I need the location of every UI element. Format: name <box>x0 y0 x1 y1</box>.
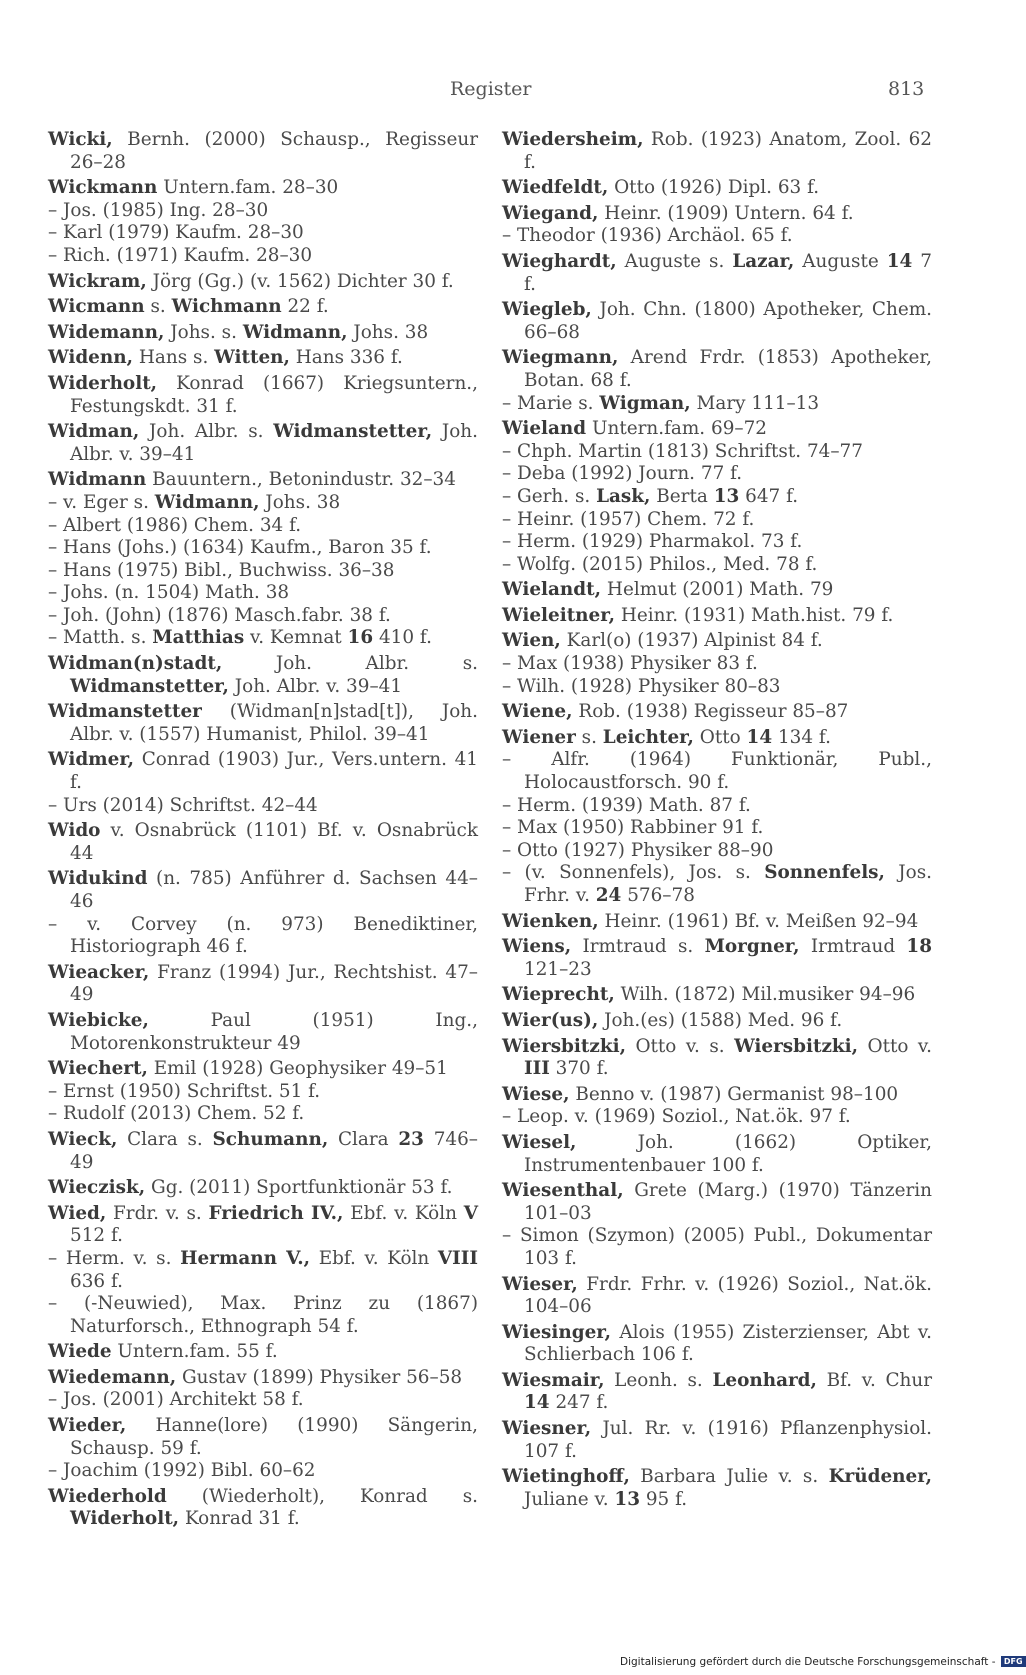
entry-volume: 14 <box>746 726 773 748</box>
entry-volume: III <box>524 1058 550 1080</box>
entry-text: Johs. 38 <box>347 321 429 343</box>
entry-headword: Wiesinger, <box>502 1321 612 1343</box>
right-index-column <box>502 126 932 1511</box>
entry-headword: Wieghardt, <box>502 250 617 272</box>
entry-headword: Widerholt, <box>48 372 158 394</box>
index-entry <box>48 421 478 466</box>
index-entry <box>48 245 478 268</box>
entry-headword: Widemann, <box>48 321 165 343</box>
entry-volume: V <box>463 1202 478 1224</box>
index-entry <box>48 1248 478 1293</box>
index-entry <box>502 486 932 509</box>
entry-text: 22 f. <box>281 296 329 318</box>
entry-headword: Wiersbitzki, <box>502 1035 626 1057</box>
entry-crossref: Schumann, <box>212 1128 329 1150</box>
index-entry <box>48 492 478 515</box>
entry-text: s. <box>575 726 603 748</box>
entry-text: – v. Eger s. <box>48 491 155 513</box>
index-entry <box>502 554 932 577</box>
entry-text: Joh. Chn. (1800) Apotheker, Chem. 66–68 <box>524 299 932 343</box>
index-entry <box>48 469 478 492</box>
entry-text: Rob. (1938) Regisseur 85–87 <box>572 701 849 723</box>
index-entry <box>502 1010 932 1033</box>
index-entry <box>502 1466 932 1511</box>
entry-text: – Albert (1986) Chem. 34 f. <box>48 514 302 536</box>
entry-crossref: Krüdener, <box>828 1466 932 1488</box>
index-entry <box>48 1103 478 1126</box>
entry-crossref: Widmann, <box>154 491 260 513</box>
entry-text: Mary 111–13 <box>690 392 820 414</box>
entry-text: Benno v. (1987) Germanist 98–100 <box>569 1083 899 1105</box>
entry-text: 370 f. <box>549 1058 609 1080</box>
entry-crossref: Friedrich IV., <box>208 1202 344 1224</box>
entry-headword: Wicmann <box>48 296 145 318</box>
index-entry <box>502 1225 932 1270</box>
running-header <box>0 78 1000 108</box>
entry-text: v. Kemnat <box>244 627 348 649</box>
index-entry <box>502 347 932 392</box>
entry-text: 247 f. <box>549 1392 609 1414</box>
entry-text: – Jos. (2001) Architekt 58 f. <box>48 1389 304 1411</box>
entry-text: Emil (1928) Geophysiker 49–51 <box>147 1058 448 1080</box>
entry-text: Jos. Frhr. v. <box>524 862 932 906</box>
index-entry <box>48 271 478 294</box>
entry-text: Hanne(lore) (1990) Sängerin, Schausp. 59 f. <box>70 1415 478 1459</box>
entry-headword: Wiener <box>502 726 576 748</box>
entry-text: Heinr. (1961) Bf. v. Meißen 92–94 <box>598 910 919 932</box>
entry-text: – Joachim (1992) Bibl. 60–62 <box>48 1460 316 1482</box>
entry-volume: 18 <box>906 936 932 958</box>
entry-headword: Wier(us), <box>502 1009 599 1031</box>
entry-text: Juliane v. <box>524 1488 615 1510</box>
entry-text: 636 f. <box>70 1270 123 1292</box>
entry-text: Clara <box>328 1128 399 1150</box>
entry-text: Untern.fam. 28–30 <box>157 177 339 199</box>
entry-headword: Wiedfeldt, <box>502 177 609 199</box>
entry-volume: 13 <box>614 1488 641 1510</box>
index-entry <box>502 418 932 441</box>
index-entry <box>502 509 932 532</box>
index-entry <box>502 225 932 248</box>
entry-text: Berta <box>650 485 714 507</box>
entry-text: – Hans (Johs.) (1634) Kaufm., Baron 35 f. <box>48 537 432 559</box>
entry-text: Karl(o) (1937) Alpinist 84 f. <box>560 630 823 652</box>
entry-headword: Wietinghoff, <box>502 1466 630 1488</box>
entry-text: – Joh. (John) (1876) Masch.fabr. 38 f. <box>48 604 391 626</box>
entry-text: Frdr. v. s. <box>106 1202 209 1224</box>
entry-text: – Johs. (n. 1504) Math. 38 <box>48 582 290 604</box>
entry-text: Hans 336 f. <box>289 347 403 369</box>
index-entry <box>48 962 478 1007</box>
entry-headword: Wickram, <box>48 270 147 292</box>
entry-text: Otto v. <box>858 1035 932 1057</box>
entry-text: – Rudolf (2013) Chem. 52 f. <box>48 1103 305 1125</box>
index-entry <box>502 1418 932 1463</box>
entry-headword: Widmanstetter <box>48 701 202 723</box>
entry-text: – Herm. (1939) Math. 87 f. <box>502 794 751 816</box>
index-entry <box>48 322 478 345</box>
entry-text: Joh. Albr. v. 39–41 <box>70 421 479 465</box>
entry-crossref: Widerholt, <box>70 1508 180 1530</box>
index-entry <box>502 129 932 174</box>
index-entry <box>502 653 932 676</box>
entry-headword: Wiesmair, <box>502 1369 605 1391</box>
index-entry <box>502 701 932 724</box>
index-entry <box>48 537 478 560</box>
index-entry <box>48 1341 478 1364</box>
entry-text: – Theodor (1936) Archäol. 65 f. <box>502 225 793 247</box>
entry-text: – Alfr. (1964) Funktionär, Publ., Holocaustforsch. 90 f. <box>502 749 932 794</box>
left-index-column <box>48 126 478 1531</box>
entry-volume: 14 <box>524 1392 550 1414</box>
entry-text: – Wolfg. (2015) Philos., Med. 78 f. <box>502 553 818 575</box>
entry-headword: Wickmann <box>48 177 158 199</box>
entry-text: Wilh. (1872) Mil.musiker 94–96 <box>614 984 916 1006</box>
entry-headword: Wiese, <box>502 1083 570 1105</box>
entry-text: Ebf. v. Köln <box>310 1247 438 1269</box>
footer-text: Digitalisierung gefördert durch die Deutsche Forschungsgemeinschaft - <box>620 1656 996 1668</box>
index-entry <box>48 129 478 174</box>
entry-text: v. Osnabrück (1101) Bf. v. Osnabrück 44 <box>70 820 478 864</box>
index-entry <box>48 177 478 200</box>
index-entry <box>48 627 478 650</box>
entry-text: Ebf. v. Köln <box>343 1202 464 1224</box>
index-entry <box>48 653 478 698</box>
entry-text: Franz (1994) Jur., Rechtshist. 47–49 <box>70 961 478 1006</box>
index-entry <box>502 984 932 1007</box>
entry-crossref: Hermann V., <box>180 1247 311 1269</box>
entry-headword: Wied, <box>48 1202 107 1224</box>
entry-text: – Matth. s. <box>48 627 153 649</box>
entry-text: 576–78 <box>621 885 695 906</box>
entry-text: – Chph. Martin (1813) Schriftst. 74–77 <box>502 440 863 462</box>
index-entry <box>502 605 932 628</box>
entry-text: Bauuntern., Betonindustr. 32–34 <box>146 469 456 491</box>
entry-headword: Widman, <box>48 421 140 443</box>
index-entry <box>502 1322 932 1367</box>
digitization-footer <box>620 1656 1026 1668</box>
entry-text: – Rich. (1971) Kaufm. 28–30 <box>48 244 313 266</box>
index-entry <box>502 727 932 750</box>
entry-crossref: Matthias <box>152 627 245 649</box>
entry-headword: Wiederhold <box>48 1485 167 1507</box>
entry-headword: Wieck, <box>48 1128 118 1150</box>
entry-text: – Simon (Szymon) (2005) Publ., Dokumentar 103 f. <box>502 1225 932 1269</box>
index-entry <box>502 1370 932 1415</box>
entry-crossref: Wiersbitzki, <box>734 1035 859 1057</box>
index-entry <box>48 1203 478 1248</box>
index-entry <box>48 1367 478 1390</box>
index-entry <box>502 531 932 554</box>
index-entry <box>48 515 478 538</box>
entry-text: – Heinr. (1957) Chem. 72 f. <box>502 508 755 530</box>
index-entry <box>48 373 478 418</box>
index-entry <box>502 393 932 416</box>
entry-crossref: Sonnenfels, <box>764 862 885 884</box>
entry-text: Jul. Rr. v. (1916) Pflanzenphysiol. 107 f. <box>524 1418 932 1462</box>
entry-headword: Widukind <box>48 868 148 890</box>
entry-headword: Wiedemann, <box>48 1366 177 1388</box>
entry-headword: Wienken, <box>502 910 599 932</box>
entry-text: 647 f. <box>739 485 799 507</box>
entry-volume: 13 <box>713 485 740 507</box>
entry-volume: 16 <box>347 627 374 649</box>
index-entry <box>48 868 478 913</box>
entry-text: 134 f. <box>772 726 831 748</box>
entry-text: 7 f. <box>524 250 932 295</box>
entry-text: (Widman[n]stad[t]), Joh. Albr. v. (1557) Humanist, Philol. 39–41 <box>70 701 478 745</box>
entry-text: 95 f. <box>640 1488 688 1510</box>
index-entry <box>48 347 478 370</box>
entry-text: 512 f. <box>70 1225 123 1247</box>
entry-volume: 23 <box>398 1128 424 1150</box>
index-entry <box>502 1274 932 1319</box>
entry-crossref: Widmann, <box>242 321 348 343</box>
entry-volume: 14 <box>886 250 913 272</box>
index-entry <box>502 1180 932 1225</box>
index-entry <box>48 200 478 223</box>
entry-headword: Wien, <box>502 630 561 652</box>
entry-text: Auguste <box>794 250 887 272</box>
entry-text: – Wilh. (1928) Physiker 80–83 <box>502 675 781 697</box>
index-entry <box>48 1058 478 1081</box>
index-entry <box>502 441 932 464</box>
entry-text: Joh. Albr. s. <box>222 653 478 675</box>
index-entry <box>502 1132 932 1177</box>
entry-crossref: Leonhard, <box>712 1369 817 1391</box>
entry-headword: Wido <box>48 820 101 842</box>
index-entry <box>48 1389 478 1412</box>
index-entry <box>502 299 932 344</box>
entry-text: Johs. 38 <box>259 491 341 513</box>
entry-text: (n. 785) Anführer d. Sachsen 44–46 <box>70 868 478 912</box>
entry-headword: Widmer, <box>48 749 135 771</box>
entry-text: 121–23 <box>524 958 592 980</box>
entry-text: Paul (1951) Ing., Motorenkonstrukteur 49 <box>70 1009 478 1054</box>
entry-headword: Wiesel, <box>502 1131 577 1153</box>
index-entry <box>502 862 932 907</box>
entry-headword: Widmann <box>48 469 147 491</box>
entry-text: – Jos. (1985) Ing. 28–30 <box>48 199 269 221</box>
index-entry <box>48 1010 478 1055</box>
index-entry <box>502 911 932 934</box>
entry-text: – Herm. v. s. <box>48 1247 181 1269</box>
entry-text: – v. Corvey (n. 973) Benediktiner, Historiograph 46 f. <box>48 913 478 958</box>
entry-text: – (-Neuwied), Max. Prinz zu (1867) Naturforsch., Ethnograph 54 f. <box>48 1293 478 1337</box>
entry-crossref: Lask, <box>596 485 651 507</box>
index-entry <box>502 795 932 818</box>
entry-text: – Ernst (1950) Schriftst. 51 f. <box>48 1080 321 1102</box>
entry-text: – Leop. v. (1969) Soziol., Nat.ök. 97 f. <box>502 1106 851 1128</box>
entry-text: Johs. s. <box>164 321 243 343</box>
entry-text: Heinr. (1931) Math.hist. 79 f. <box>615 604 894 626</box>
entry-text: (Wiederholt), Konrad s. <box>166 1485 478 1507</box>
entry-crossref: Witten, <box>214 347 290 369</box>
entry-text: Irmtraud <box>799 936 907 958</box>
entry-text: Leonh. s. <box>604 1369 713 1391</box>
index-entry <box>48 222 478 245</box>
index-entry <box>48 605 478 628</box>
entry-crossref: Widmanstetter, <box>70 675 229 697</box>
index-entry <box>48 1177 478 1200</box>
entry-headword: Wiesenthal, <box>502 1180 624 1202</box>
entry-crossref: Leichter, <box>602 726 694 748</box>
entry-headword: Widenn, <box>48 347 134 369</box>
entry-text: – Deba (1992) Journ. 77 f. <box>502 463 743 485</box>
entry-headword: Wieczisk, <box>48 1177 146 1199</box>
entry-headword: Wiesner, <box>502 1418 592 1440</box>
index-entry <box>502 676 932 699</box>
index-entry <box>502 177 932 200</box>
index-entry <box>502 817 932 840</box>
entry-headword: Wiede <box>48 1341 112 1363</box>
entry-headword: Wicki, <box>48 129 113 150</box>
entry-text: s. <box>144 296 172 318</box>
entry-crossref: Wigman, <box>599 392 691 414</box>
entry-text: Bernh. (2000) Schausp., Regisseur 26–28 <box>70 129 478 173</box>
entry-crossref: Wichmann <box>171 296 282 318</box>
index-entry <box>48 1293 478 1338</box>
entry-headword: Wieser, <box>502 1273 578 1295</box>
entry-headword: Wiebicke, <box>48 1009 149 1031</box>
entry-text: Konrad (1667) Kriegsuntern., Festungskdt. 31 f. <box>70 372 478 417</box>
entry-headword: Wielandt, <box>502 579 602 601</box>
entry-text: Irmtraud s. <box>571 936 705 958</box>
entry-crossref: Morgner, <box>704 936 800 958</box>
index-entry <box>48 820 478 865</box>
index-entry <box>502 936 932 981</box>
entry-text: Hans s. <box>133 347 215 369</box>
entry-text: Konrad 31 f. <box>179 1508 300 1530</box>
entry-headword: Wiene, <box>502 701 573 723</box>
entry-headword: Wiedersheim, <box>502 129 644 150</box>
entry-text: Rob. (1923) Anatom, Zool. 62 f. <box>524 129 932 173</box>
entry-text: – Hans (1975) Bibl., Buchwiss. 36–38 <box>48 559 395 581</box>
index-entry <box>48 296 478 319</box>
entry-crossref: Lazar, <box>732 250 795 272</box>
entry-volume: 24 <box>595 885 622 906</box>
entry-text: Gustav (1899) Physiker 56–58 <box>176 1366 463 1388</box>
entry-text: – Otto (1927) Physiker 88–90 <box>502 839 774 861</box>
entry-text: – Urs (2014) Schriftst. 42–44 <box>48 794 318 816</box>
index-entry <box>502 1106 932 1129</box>
index-entry <box>502 1084 932 1107</box>
entry-text: Grete (Marg.) (1970) Tänzerin 101–03 <box>524 1180 932 1224</box>
entry-headword: Wiegmann, <box>502 347 619 369</box>
entry-text: Conrad (1903) Jur., Vers.untern. 41 f. <box>70 749 478 794</box>
entry-text: Otto (1926) Dipl. 63 f. <box>608 177 820 199</box>
entry-text: – Max (1938) Physiker 83 f. <box>502 653 758 675</box>
entry-headword: Wiechert, <box>48 1058 148 1080</box>
entry-crossref: Widmanstetter, <box>273 421 433 443</box>
entry-text: Untern.fam. 69–72 <box>586 418 768 440</box>
entry-headword: Wieacker, <box>48 961 150 983</box>
entry-text: – Herm. (1929) Pharmakol. 73 f. <box>502 531 803 553</box>
index-entry <box>502 840 932 863</box>
index-entry <box>48 1486 478 1531</box>
index-entry <box>502 1036 932 1081</box>
dfg-logo: DFG <box>1001 1656 1026 1667</box>
index-entry <box>502 749 932 794</box>
page-number: 813 <box>888 78 925 100</box>
entry-text: Bf. v. Chur <box>816 1369 933 1391</box>
entry-text: – Max (1950) Rabbiner 91 f. <box>502 817 764 839</box>
entry-text: Otto <box>693 726 747 748</box>
entry-text: Heinr. (1909) Untern. 64 f. <box>598 202 854 224</box>
entry-text: – Karl (1979) Kaufm. 28–30 <box>48 222 304 244</box>
entry-headword: Wieland <box>502 418 587 440</box>
index-entry <box>48 582 478 605</box>
entry-headword: Wiegand, <box>502 202 599 224</box>
entry-text: – Marie s. <box>502 392 600 414</box>
entry-text: Joh. Albr. v. 39–41 <box>228 675 403 697</box>
entry-text: Otto v. s. <box>625 1035 735 1057</box>
index-entry <box>48 1081 478 1104</box>
entry-text: Clara s. <box>117 1128 213 1150</box>
index-entry <box>48 795 478 818</box>
index-entry <box>48 1415 478 1460</box>
entry-text: Alois (1955) Zisterzienser, Abt v. Schlierbach 106 f. <box>524 1321 932 1366</box>
index-entry <box>502 251 932 296</box>
index-entry <box>502 463 932 486</box>
entry-text: Frdr. Frhr. v. (1926) Soziol., Nat.ök. 104–06 <box>524 1273 932 1318</box>
entry-text: Helmut (2001) Math. 79 <box>601 579 834 601</box>
index-entry <box>48 1129 478 1174</box>
entry-text: Joh.(es) (1588) Med. 96 f. <box>598 1009 843 1031</box>
entry-text: 746–49 <box>70 1128 478 1173</box>
entry-volume: VIII <box>437 1247 478 1269</box>
entry-headword: Wiens, <box>502 936 572 958</box>
entry-text: Jörg (Gg.) (v. 1562) Dichter 30 f. <box>146 270 454 292</box>
entry-headword: Widman(n)stadt, <box>48 653 223 675</box>
entry-headword: Wieder, <box>48 1415 127 1437</box>
index-entry <box>502 630 932 653</box>
entry-text: – (v. Sonnenfels), Jos. s. <box>502 862 765 884</box>
entry-text: Barbara Julie v. s. <box>629 1466 829 1488</box>
entry-text: Joh. (1662) Optiker, Instrumentenbauer 100 f. <box>524 1131 932 1176</box>
entry-text: Gg. (2011) Sportfunktionär 53 f. <box>145 1177 453 1199</box>
index-entry <box>48 560 478 583</box>
index-entry <box>502 579 932 602</box>
running-title: Register <box>450 78 532 100</box>
entry-headword: Wieleitner, <box>502 604 616 626</box>
index-entry <box>48 701 478 746</box>
index-entry <box>48 914 478 959</box>
entry-text: Untern.fam. 55 f. <box>111 1341 278 1363</box>
entry-text: Arend Frdr. (1853) Apotheker, Botan. 68 f. <box>524 347 932 391</box>
entry-text: – Gerh. s. <box>502 485 597 507</box>
index-entry <box>48 1460 478 1483</box>
entry-headword: Wieprecht, <box>502 984 615 1006</box>
entry-text: Auguste s. <box>616 250 733 272</box>
index-entry <box>48 749 478 794</box>
entry-text: Joh. Albr. s. <box>139 421 274 443</box>
entry-headword: Wiegleb, <box>502 299 592 321</box>
index-entry <box>502 203 932 226</box>
entry-text: 410 f. <box>373 627 432 649</box>
